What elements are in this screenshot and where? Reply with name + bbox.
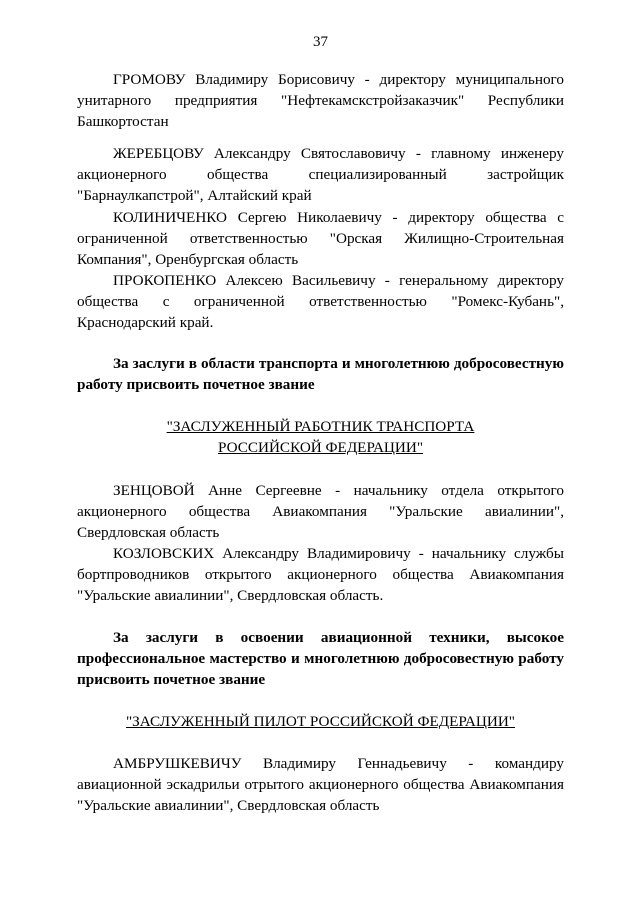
award-paragraph-kolinichenko: КОЛИНИЧЕНКО Сергею Николаевичу - директору общества с ограниченной ответственностью "Орская Жилищно-Строительная Компания", Оренбургская область [77, 209, 564, 269]
award-title-transport-line1: "ЗАСЛУЖЕННЫЙ РАБОТНИК ТРАНСПОРТА [166, 418, 475, 435]
award-paragraph-zentsova: ЗЕНЦОВОЙ Анне Сергеевне - начальнику отдела открытого акционерного общества Авиакомпания "Уральские авиалинии", Свердловская область [77, 482, 564, 542]
award-paragraph-prokopenko: ПРОКОПЕНКО Алексею Васильевичу - генеральному директору общества с ограниченной ответственностью "Ромекс-Кубань", Краснодарский край. [77, 272, 564, 332]
page-number: 37 [313, 34, 328, 50]
award-paragraph-kozlovskikh: КОЗЛОВСКИХ Александру Владимировичу - начальнику службы бортпроводников открытого акционерного общества Авиакомпания "Уральские авиалинии", Свердловская область. [77, 545, 564, 605]
award-paragraph-ambrushkevich: АМБРУШКЕВИЧУ Владимиру Геннадьевичу - командиру авиационной эскадрильи отрытого акционерного общества Авиакомпания "Уральские авиалинии", Свердловская область [77, 755, 564, 815]
award-paragraph-zherebtsov: ЖЕРЕБЦОВУ Александру Святославовичу - главному инженеру акционерного общества специализированный застройщик "Барнаулкапстрой", Алтайский край [77, 145, 564, 205]
award-title-pilot: "ЗАСЛУЖЕННЫЙ ПИЛОТ РОССИЙСКОЙ ФЕДЕРАЦИИ" [125, 713, 515, 730]
section-heading-transport: За заслуги в области транспорта и многолетнюю добросовестную работу присвоить почетное звание [77, 355, 564, 394]
award-paragraph-gromov: ГРОМОВУ Владимиру Борисовичу - директору муниципального унитарного предприятия "Нефтекамскстройзаказчик" Республики Башкортостан [77, 71, 564, 131]
award-title-transport-line2: РОССИЙСКОЙ ФЕДЕРАЦИИ" [217, 439, 424, 456]
section-heading-aviation: За заслуги в освоении авиационной техники, высокое профессиональное мастерство и многолетнюю добросовестную работу присвоить почетное звание [77, 629, 564, 689]
